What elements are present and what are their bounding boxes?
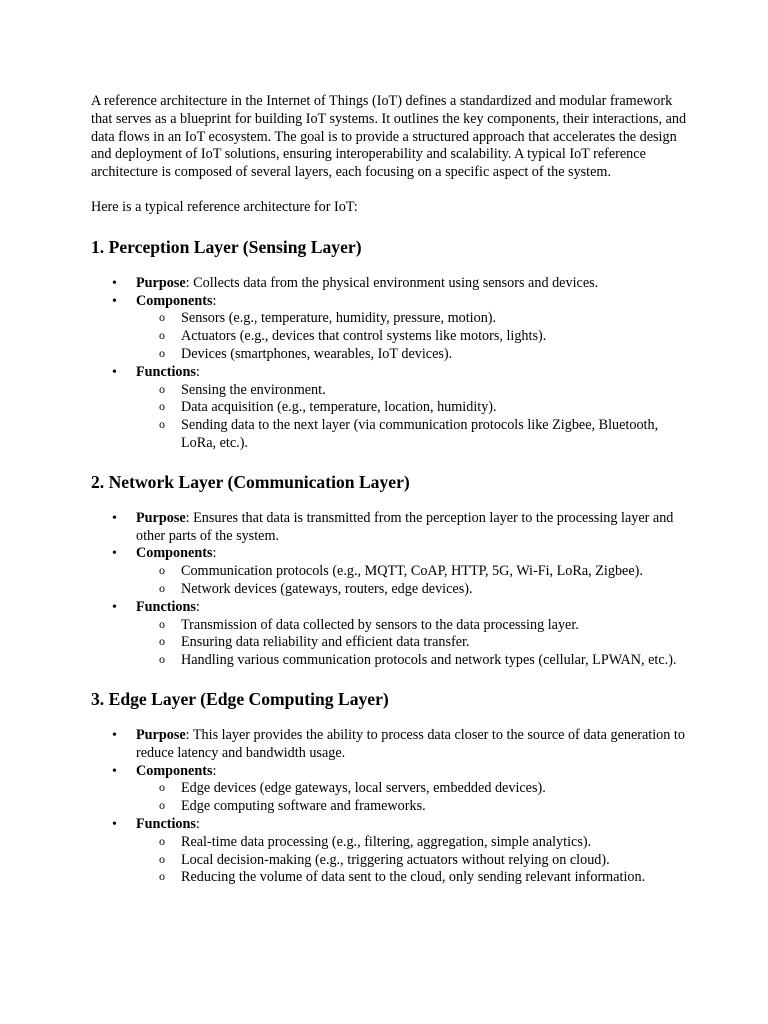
components-label: Components — [136, 292, 213, 309]
purpose-text: : This layer provides the ability to process data closer to the source of data generation to reduce latency and bandwidth usage. — [136, 726, 685, 761]
purpose-item — [136, 510, 691, 546]
lead-paragraph: Here is a typical reference architecture for IoT: — [91, 198, 358, 215]
functions-item — [136, 364, 691, 453]
section-bullets — [91, 275, 691, 453]
components-item — [136, 545, 691, 598]
functions-colon: : — [195, 363, 200, 380]
functions-list — [136, 617, 691, 670]
components-label: Components — [136, 545, 213, 562]
components-item — [136, 763, 691, 816]
section-heading: 2. Network Layer (Communication Layer) — [91, 471, 410, 492]
list-item: o Transmission of data collected by sensors to the data processing layer. — [181, 617, 691, 635]
section-bullets — [91, 510, 691, 670]
document-body — [91, 93, 691, 905]
components-colon: : — [212, 762, 217, 779]
list-item: o Data acquisition (e.g., temperature, location, humidity). — [181, 399, 691, 417]
purpose-text: : Ensures that data is transmitted from the perception layer to the processing layer and other parts of the system. — [136, 509, 674, 544]
purpose-item — [136, 275, 691, 293]
section-heading: 1. Perception Layer (Sensing Layer) — [91, 236, 362, 257]
list-item: o Communication protocols (e.g., MQTT, CoAP, HTTP, 5G, Wi-Fi, LoRa, Zigbee). — [181, 563, 691, 581]
purpose-label: Purpose — [136, 274, 186, 291]
functions-label: Functions — [136, 363, 196, 380]
components-colon: : — [212, 292, 217, 309]
functions-colon: : — [195, 598, 200, 615]
components-label: Components — [136, 762, 213, 779]
list-item: o Ensuring data reliability and efficient data transfer. — [181, 634, 691, 652]
intro-paragraph: A reference architecture in the Internet of Things (IoT) defines a standardized and modular framework that serves as a blueprint for building IoT systems. It outlines the key components, their interactions, and data flows in an IoT ecosystem. The goal is to provide a structured approach that accelerates the design and deployment of IoT solutions, ensuring interoperability and scalability. A typical IoT reference architecture is composed of several layers, each focusing on a specific aspect of the system. — [91, 93, 687, 181]
components-colon: : — [212, 545, 217, 562]
purpose-label: Purpose — [136, 726, 186, 743]
functions-colon: : — [195, 815, 200, 832]
functions-label: Functions — [136, 815, 196, 832]
list-item: o Real-time data processing (e.g., filtering, aggregation, simple analytics). — [181, 834, 691, 852]
list-item: o Sensing the environment. — [181, 382, 691, 400]
section-edge-layer — [91, 688, 691, 887]
list-item: o Devices (smartphones, wearables, IoT devices). — [181, 346, 691, 364]
section-heading: 3. Edge Layer (Edge Computing Layer) — [91, 688, 389, 709]
functions-label: Functions — [136, 598, 196, 615]
list-item: o Network devices (gateways, routers, edge devices). — [181, 581, 691, 599]
purpose-label: Purpose — [136, 509, 186, 526]
list-item: o Reducing the volume of data sent to the cloud, only sending relevant information. — [181, 869, 691, 887]
list-item: o Local decision-making (e.g., triggering actuators without relying on cloud). — [181, 852, 691, 870]
components-item — [136, 293, 691, 364]
components-list — [136, 780, 691, 816]
components-list — [136, 563, 691, 599]
list-item: o Edge devices (edge gateways, local servers, embedded devices). — [181, 780, 691, 798]
functions-list — [136, 382, 691, 453]
list-item: o Edge computing software and frameworks. — [181, 798, 691, 816]
list-item: o Actuators (e.g., devices that control systems like motors, lights). — [181, 328, 691, 346]
purpose-item — [136, 727, 691, 763]
components-list — [136, 310, 691, 363]
functions-item — [136, 816, 691, 887]
list-item: o Sending data to the next layer (via communication protocols like Zigbee, Bluetooth, LoRa, etc.). — [181, 417, 691, 453]
purpose-text: : Collects data from the physical environment using sensors and devices. — [185, 274, 599, 291]
section-perception-layer — [91, 236, 691, 453]
functions-list — [136, 834, 691, 887]
section-bullets — [91, 727, 691, 887]
list-item: o Handling various communication protocols and network types (cellular, LPWAN, etc.). — [181, 652, 691, 670]
list-item: o Sensors (e.g., temperature, humidity, pressure, motion). — [181, 310, 691, 328]
section-network-layer — [91, 471, 691, 670]
functions-item — [136, 599, 691, 670]
